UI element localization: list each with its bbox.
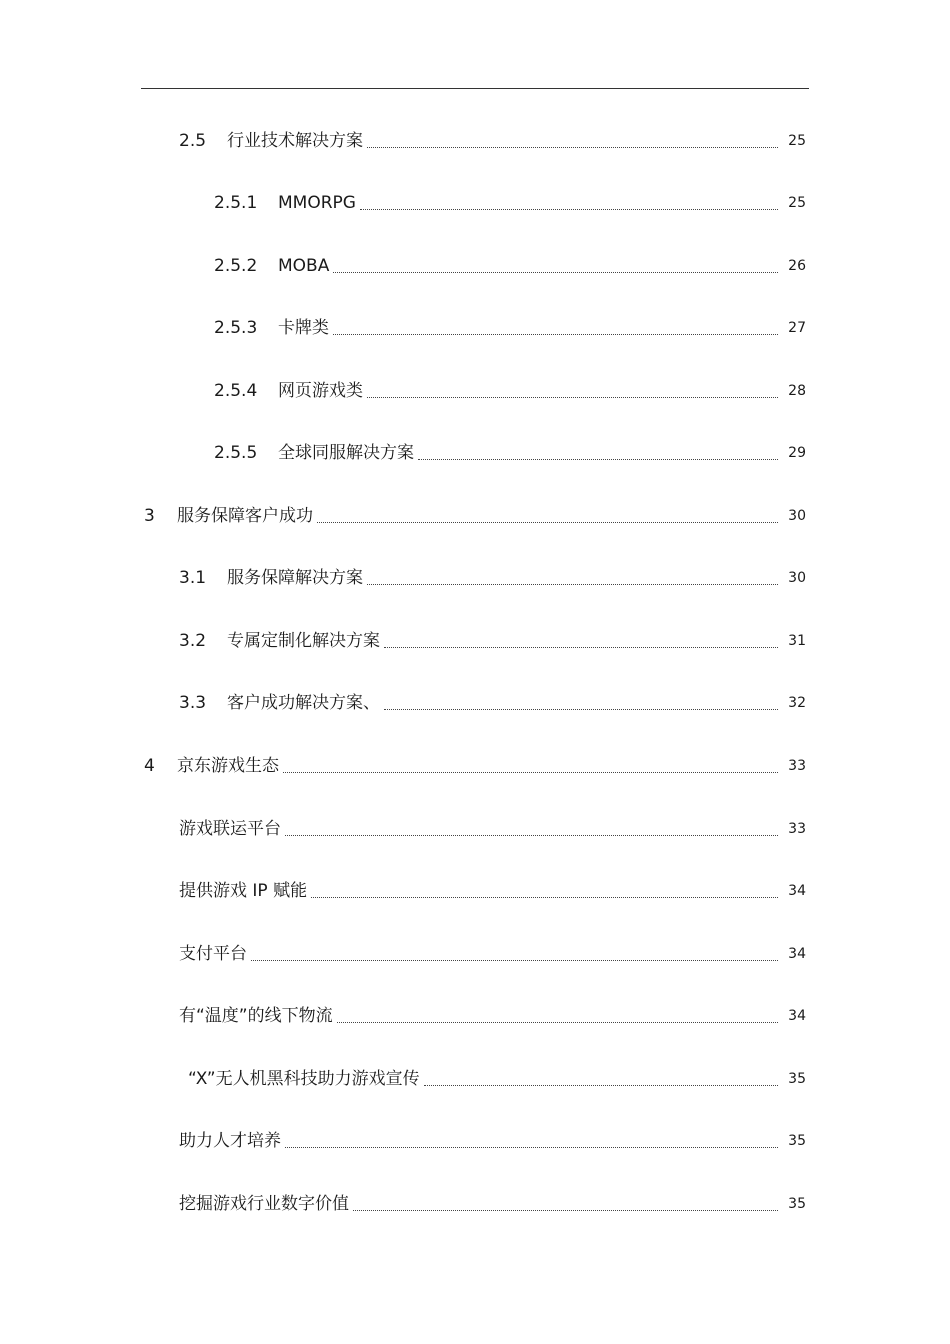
- toc-entry-number: 2.5.3: [214, 318, 258, 338]
- toc-entry-title: 行业技术解决方案: [227, 131, 363, 151]
- toc-entry-page: 34: [788, 1008, 806, 1024]
- toc-entry-4[interactable]: [0, 753, 950, 779]
- toc-entry-title: 有“温度”的线下物流: [179, 1006, 333, 1026]
- toc-entry-title: 专属定制化解决方案: [227, 631, 380, 651]
- toc-entry-title: 服务保障客户成功: [177, 506, 313, 526]
- toc-entry-body: [179, 1003, 782, 1029]
- toc-entry-page: 27: [788, 320, 806, 336]
- toc-entry-page: 32: [788, 695, 806, 711]
- dot-leader: [285, 1147, 778, 1148]
- toc-entry-title: MMORPG: [278, 193, 356, 213]
- toc-entry-3[interactable]: [0, 503, 950, 529]
- toc-entry-page: 26: [788, 258, 806, 274]
- toc-entry-number: 2.5: [179, 131, 207, 151]
- toc-entry-number: 3.3: [179, 693, 207, 713]
- dot-leader: [384, 709, 778, 710]
- toc-entry-title: 京东游戏生态: [177, 756, 279, 776]
- toc-entry-title: 全球同服解决方案: [278, 443, 414, 463]
- toc-entry-body: [227, 565, 782, 591]
- toc-entry-game-platform[interactable]: [0, 816, 950, 842]
- toc-entry-ip-empowerment[interactable]: [0, 878, 950, 904]
- toc-entry-2-5-5[interactable]: [0, 440, 950, 466]
- toc-entry-page: 35: [788, 1071, 806, 1087]
- dot-leader: [333, 272, 778, 273]
- toc-entry-title: 挖掘游戏行业数字价值: [179, 1194, 349, 1214]
- dot-leader: [418, 459, 778, 460]
- toc-entry-body: [188, 1066, 782, 1092]
- toc-entry-body: [177, 753, 782, 779]
- toc-entry-page: 30: [788, 570, 806, 586]
- toc-entry-digital-value[interactable]: [0, 1191, 950, 1217]
- toc-entry-body: [227, 628, 782, 654]
- toc-entry-number: 3.1: [179, 568, 207, 588]
- toc-entry-number: 2.5.1: [214, 193, 258, 213]
- toc-entry-number: 2.5.2: [214, 256, 258, 276]
- toc-entry-title: 助力人才培养: [179, 1131, 281, 1151]
- toc-entry-title: 支付平台: [179, 944, 247, 964]
- toc-entry-body: [179, 1191, 782, 1217]
- toc-entry-3-2[interactable]: [0, 628, 950, 654]
- dot-leader: [384, 647, 778, 648]
- toc-entry-body: [177, 503, 782, 529]
- toc-entry-page: 30: [788, 508, 806, 524]
- dot-leader: [367, 584, 778, 585]
- toc-entry-2-5-3[interactable]: [0, 315, 950, 341]
- toc-entry-number: 2.5.4: [214, 381, 258, 401]
- toc-entry-page: 34: [788, 883, 806, 899]
- toc-entry-body: [227, 128, 782, 154]
- toc-entry-body: [227, 690, 782, 716]
- dot-leader: [337, 1022, 778, 1023]
- toc-entry-title: “X”无人机黑科技助力游戏宣传: [188, 1069, 420, 1089]
- toc-entry-body: [179, 816, 782, 842]
- toc-entry-title: 服务保障解决方案: [227, 568, 363, 588]
- toc-entry-drone-promo[interactable]: [0, 1066, 950, 1092]
- dot-leader: [251, 960, 778, 961]
- toc-entry-title: 客户成功解决方案、: [227, 693, 380, 713]
- toc-entry-body: [278, 253, 782, 279]
- dot-leader: [317, 522, 778, 523]
- dot-leader: [311, 897, 778, 898]
- toc-entry-title: 网页游戏类: [278, 381, 363, 401]
- dot-leader: [283, 772, 778, 773]
- toc-entry-2-5-2[interactable]: [0, 253, 950, 279]
- toc-entry-3-1[interactable]: [0, 565, 950, 591]
- toc-entry-3-3[interactable]: [0, 690, 950, 716]
- toc-entry-body: [179, 1128, 782, 1154]
- toc-entry-page: 33: [788, 758, 806, 774]
- toc-entry-body: [278, 190, 782, 216]
- toc-entry-page: 34: [788, 946, 806, 962]
- toc-entry-number: 3: [144, 506, 155, 526]
- toc-entry-page: 31: [788, 633, 806, 649]
- toc-entry-payment-platform[interactable]: [0, 941, 950, 967]
- toc-entry-page: 33: [788, 821, 806, 837]
- toc-entry-2-5-1[interactable]: [0, 190, 950, 216]
- toc-entry-page: 25: [788, 195, 806, 211]
- dot-leader: [367, 147, 778, 148]
- dot-leader: [333, 334, 778, 335]
- toc-entry-page: 35: [788, 1196, 806, 1212]
- toc-entry-number: 3.2: [179, 631, 207, 651]
- toc-entry-offline-logistics[interactable]: [0, 1003, 950, 1029]
- dot-leader: [353, 1210, 778, 1211]
- toc-entry-title: MOBA: [278, 256, 330, 276]
- dot-leader: [285, 835, 778, 836]
- dot-leader: [367, 397, 778, 398]
- toc-entry-page: 35: [788, 1133, 806, 1149]
- toc-entry-body: [179, 878, 782, 904]
- toc-entry-body: [179, 941, 782, 967]
- dot-leader: [424, 1085, 778, 1086]
- toc-entry-page: 29: [788, 445, 806, 461]
- toc-entry-body: [278, 378, 782, 404]
- toc-entry-title: 提供游戏 IP 赋能: [179, 881, 308, 901]
- toc-entry-2-5-4[interactable]: [0, 378, 950, 404]
- toc-entry-title: 游戏联运平台: [179, 819, 281, 839]
- toc-entry-number: 4: [144, 756, 155, 776]
- toc-entry-2-5[interactable]: [0, 128, 950, 154]
- toc-entry-page: 25: [788, 133, 806, 149]
- toc-entry-title: 卡牌类: [278, 318, 329, 338]
- toc-entry-page: 28: [788, 383, 806, 399]
- toc-entry-body: [278, 315, 782, 341]
- toc-entry-talent-training[interactable]: [0, 1128, 950, 1154]
- toc-entry-body: [278, 440, 782, 466]
- dot-leader: [360, 209, 778, 210]
- toc-entry-number: 2.5.5: [214, 443, 258, 463]
